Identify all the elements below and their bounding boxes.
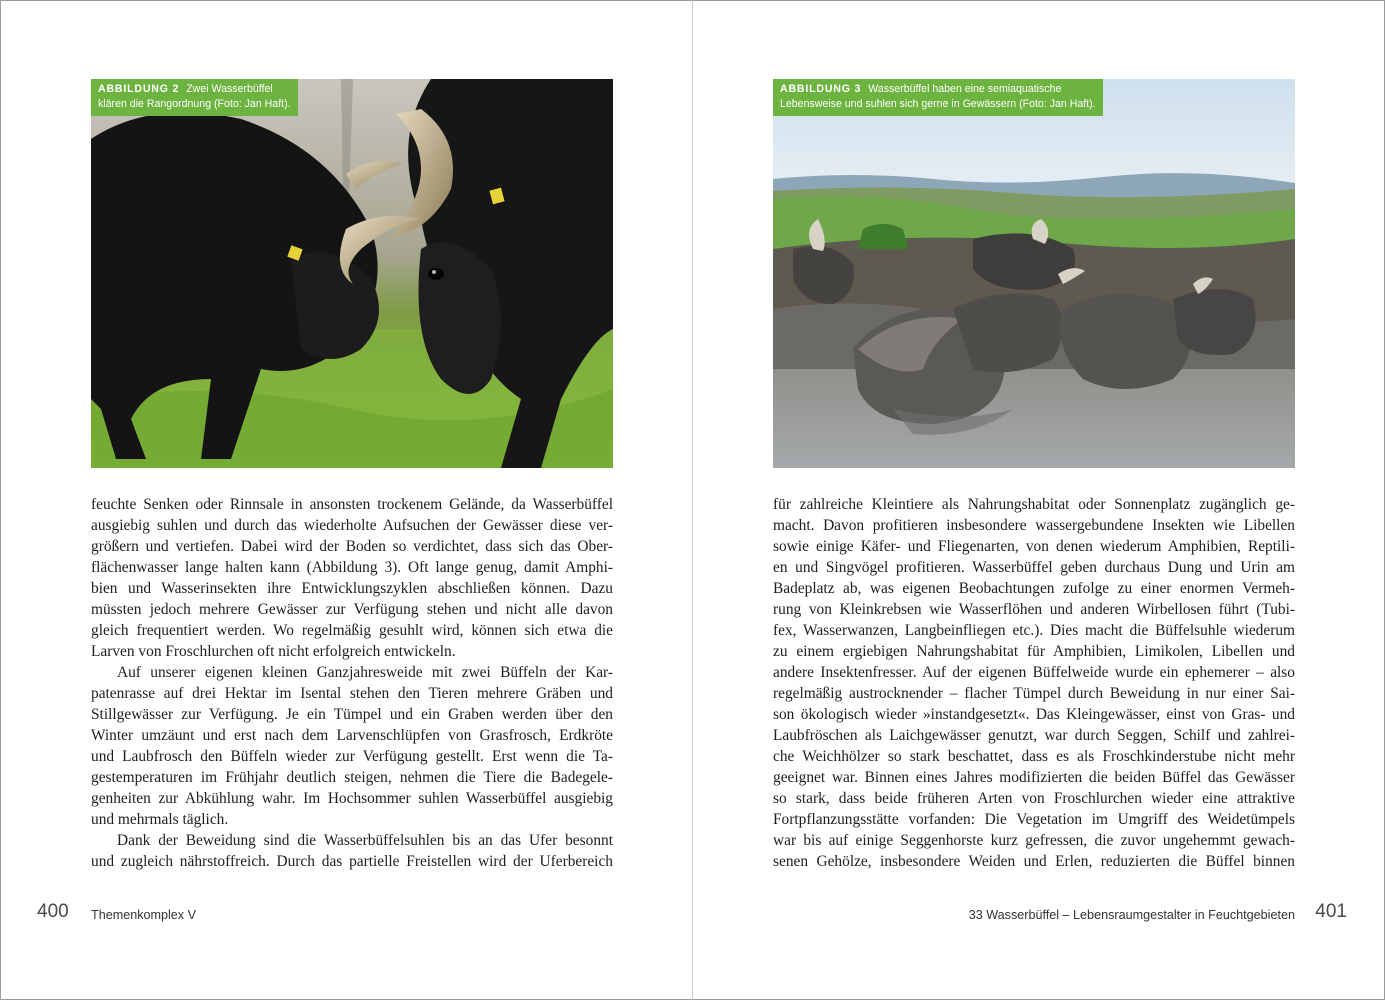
figure-2-photo — [91, 79, 613, 468]
text-line: bien und Wasserinsekten ihre Entwicklungszyklen abschließen können. Dazu — [91, 580, 613, 597]
buffalo-wallow-image — [773, 79, 1295, 468]
text-line: genheiten zur Abkühlung wahr. Im Hochsommer suhlen Wasserbüffel ausgiebig — [91, 790, 613, 807]
text-line: andere Insektenfresser. Auf der eigenen Büffelweide wurde ein ephemerer – also — [773, 664, 1295, 681]
text-line: patenrasse auf drei Hektar im Isental stehen den Tieren mehrere Gräben und — [91, 685, 613, 702]
text-line: fex, Wasserwanzen, Langbeinfliegen etc.). Dies macht die Büffelsuhle wiederum — [773, 622, 1295, 639]
figure-3-label: ABBILDUNG 3 — [780, 83, 862, 95]
figure-2-label: ABBILDUNG 2 — [98, 83, 180, 95]
text-line: che Weichhölzer so stark beschattet, dass es als Froschkinderstube nicht mehr — [773, 748, 1295, 765]
text-line: Badeplatz ab, was eigenen Beobachtungen zufolge zu einer enormen Vermeh- — [773, 580, 1295, 597]
text-line: größern und vertiefen. Dabei wird der Boden so verdichtet, dass sich das Ober- — [91, 538, 613, 555]
figure-3-caption-line2: Lebensweise und suhlen sich gerne in Gewässern (Foto: Jan Haft). — [780, 98, 1096, 110]
text-line: müssten jedoch mehrere Gewässer zur Verfügung stehen und nicht alle davon — [91, 601, 613, 618]
text-line: son ökologisch wieder »instandgesetzt«. Das Kleingewässer, einst von Gras- und — [773, 706, 1295, 723]
figure-2-caption-line2: klären die Rangordnung (Foto: Jan Haft). — [98, 98, 291, 110]
buffalo-fight-image — [91, 79, 613, 468]
page-number-right: 401 — [1315, 901, 1347, 922]
running-head-right: 33 Wasserbüffel – Lebensraumgestalter in Feuchtgebieten — [968, 908, 1295, 922]
left-page — [0, 0, 692, 1000]
text-line: Auf unserer eigenen kleinen Ganzjahresweide mit zwei Büffeln der Kar- — [117, 664, 613, 681]
text-line: geeignet war. Binnen eines Jahres modifizierten die beiden Büffel das Gewässer — [773, 769, 1295, 786]
text-line: ausgiebig suhlen und durch das wiederholte Aufsuchen der Gewässer diese ver- — [91, 517, 613, 534]
text-line: und zugleich nährstoffreich. Durch das partielle Freistellen wird der Uferbereich — [91, 853, 613, 870]
text-line: zu einem ergiebigen Nahrungshabitat für Amphibien, Limikolen, Libellen und — [773, 643, 1295, 660]
text-line: en und Singvögel profitieren. Wasserbüffel geben durchaus Dung und Urin am — [773, 559, 1295, 576]
left-page-body-text — [91, 494, 613, 872]
running-head-left: Themenkomplex V — [91, 908, 196, 922]
text-line: sowie einige Käfer- und Fliegenarten, von denen wiederum Amphibien, Reptili- — [773, 538, 1295, 555]
text-line: Laubfröschen als Laichgewässer genutzt, war durch Seggen, Schilf und zahlrei- — [773, 727, 1295, 744]
text-line: gestemperaturen im Frühjahr deutlich steigen, nehmen die Tiere die Badegele- — [91, 769, 613, 786]
text-line: so stark, dass beide früheren Arten von Froschlurchen wieder eine attraktive — [773, 790, 1295, 807]
text-line: Dank der Beweidung sind die Wasserbüffelsuhlen bis an das Ufer besonnt — [117, 832, 613, 849]
text-line: macht. Davon profitieren insbesondere wassergebundene Insekten wie Libellen — [773, 517, 1295, 534]
text-line: gleich frequentiert werden. Wo regelmäßig gesuhlt wird, können sich etwa die — [91, 622, 613, 639]
figure-3-photo — [773, 79, 1295, 468]
figure-3-caption-line1: Wasserbüffel haben eine semiaquatische — [868, 83, 1062, 95]
figure-3-caption — [773, 79, 1103, 116]
text-line: flächenwasser lange halten kann (Abbildung 3). Oft lange genug, damit Amphi- — [91, 559, 613, 576]
right-page — [693, 0, 1385, 1000]
text-line: für zahlreiche Kleintiere als Nahrungshabitat oder Sonnenplatz zugänglich ge- — [773, 496, 1295, 513]
text-line: regelmäßig austrocknender – flacher Tümpel durch Beweidung in nur einer Sai- — [773, 685, 1295, 702]
page-number-left: 400 — [37, 901, 69, 922]
text-line: feuchte Senken oder Rinnsale in ansonsten trockenem Gelände, da Wasserbüffel — [91, 496, 613, 513]
text-line: und Laubfrosch den Büffeln wieder zur Verfügung gestellt. Erst wenn die Ta- — [91, 748, 613, 765]
text-line: war bis auf einige Seggenhorste kurz gefressen, die zuvor ungehemmt gewach- — [773, 832, 1295, 849]
text-line: rung von Kleinkrebsen wie Wasserflöhen und anderen Wirbellosen führt (Tubi- — [773, 601, 1295, 618]
text-line: Larven von Froschlurchen oft nicht erfolgreich entwickeln. — [91, 643, 456, 660]
text-line: senen Gehölze, insbesondere Weiden und Erlen, reduzierten die Büffel binnen — [773, 853, 1295, 870]
right-page-body-text — [773, 494, 1295, 872]
figure-2-caption-line1: Zwei Wasserbüffel — [186, 83, 273, 95]
figure-2-caption — [91, 79, 298, 116]
text-line: Stillgewässer zur Verfügung. Je ein Tümpel und ein Graben werden über den — [91, 706, 613, 723]
text-line: und mehrmals täglich. — [91, 811, 229, 828]
text-line: Winter umzäunt und erst nach dem Larvenschlüpfen von Grasfrosch, Erdkröte — [91, 727, 613, 744]
text-line: Fortpflanzungsstätte vorfanden: Die Vegetation im Umgriff des Weidetümpels — [773, 811, 1295, 828]
